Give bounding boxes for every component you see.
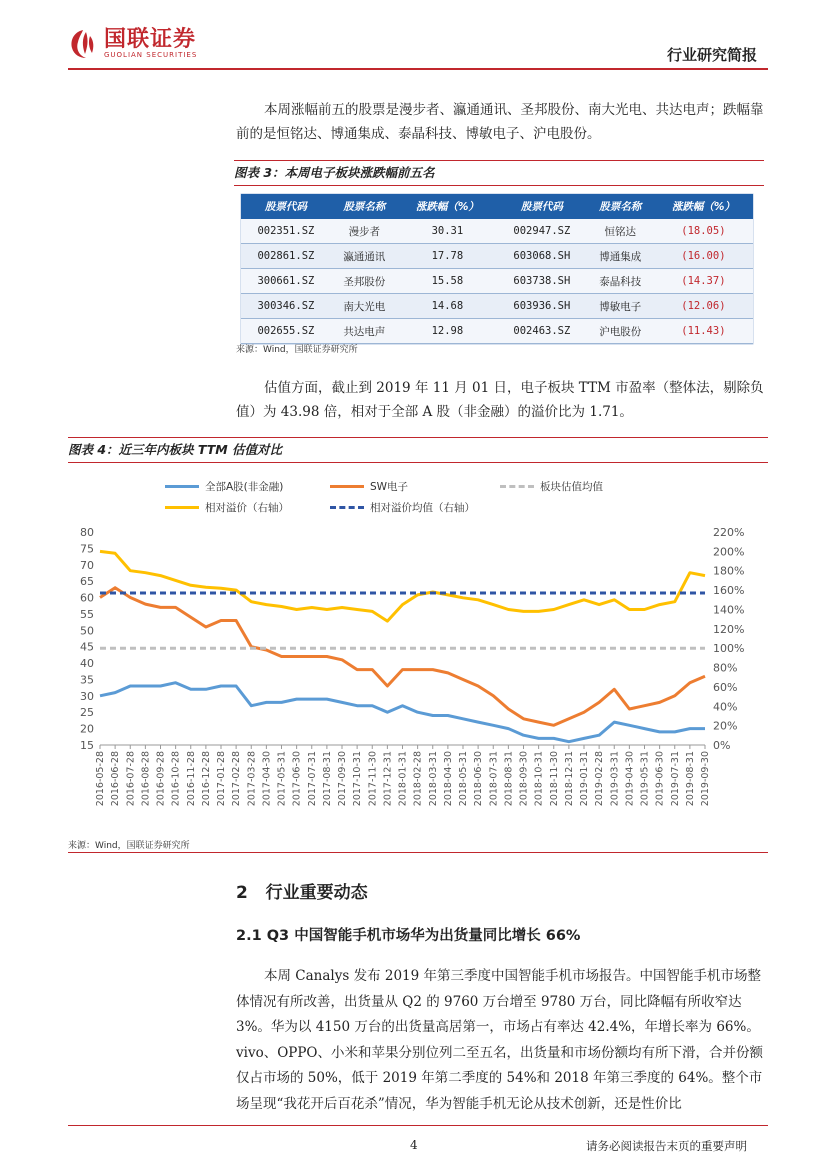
section-title: 行业重要动态 bbox=[265, 883, 368, 903]
y-tick-label: 30 bbox=[80, 689, 94, 703]
x-tick-label: 2018-11-30 bbox=[548, 751, 560, 807]
table-cell: (12.06) bbox=[654, 294, 753, 319]
table-cell: 300661.SZ bbox=[241, 269, 331, 294]
series-premium-line bbox=[100, 551, 705, 621]
table-cell: 603936.SH bbox=[497, 294, 587, 319]
x-tick-label: 2016-11-28 bbox=[185, 751, 197, 807]
table-cell: 002655.SZ bbox=[241, 319, 331, 344]
x-tick-label: 2017-12-31 bbox=[382, 751, 394, 807]
x-tick-label: 2017-04-30 bbox=[261, 751, 273, 807]
x-tick-label: 2019-03-31 bbox=[609, 751, 621, 807]
y-tick-label: 45 bbox=[80, 640, 94, 654]
table-cell: 博通集成 bbox=[587, 244, 654, 269]
x-tick-label: 2017-11-30 bbox=[367, 751, 379, 807]
x-tick-label: 2017-02-28 bbox=[231, 751, 243, 807]
legend-swatch bbox=[165, 485, 199, 488]
y2-tick-label: 40% bbox=[713, 700, 738, 714]
x-tick-label: 2017-05-31 bbox=[276, 751, 288, 807]
col-header: 股票代码 bbox=[497, 194, 587, 219]
table-cell: (14.37) bbox=[654, 269, 753, 294]
x-tick-label: 2017-09-30 bbox=[337, 751, 348, 807]
table-cell: (16.00) bbox=[654, 244, 753, 269]
x-tick-label: 2018-10-31 bbox=[533, 751, 545, 807]
legend-premium bbox=[165, 500, 289, 515]
y-tick-label: 25 bbox=[80, 706, 94, 720]
y-tick-label: 60 bbox=[80, 591, 94, 605]
table-row bbox=[241, 244, 753, 269]
table-cell: (18.05) bbox=[654, 219, 753, 244]
table-cell: 共达电声 bbox=[331, 319, 398, 344]
x-tick-label: 2017-10-31 bbox=[352, 751, 364, 807]
footer-disclaimer: 请务必阅读报告末页的重要声明 bbox=[586, 1139, 747, 1153]
x-tick-label: 2019-01-31 bbox=[579, 751, 590, 807]
x-tick-label: 2019-02-28 bbox=[594, 751, 606, 807]
table-cell: 15.58 bbox=[398, 269, 497, 294]
table-cell: 恒铭达 bbox=[587, 219, 654, 244]
x-tick-label: 2018-06-30 bbox=[473, 751, 485, 807]
col-header: 涨跌幅（%） bbox=[654, 194, 753, 219]
table-cell: 12.98 bbox=[398, 319, 497, 344]
table-cell: 002351.SZ bbox=[241, 219, 331, 244]
x-tick-label: 2018-08-31 bbox=[503, 751, 515, 807]
stock-movers-table bbox=[241, 194, 753, 344]
col-header: 涨跌幅（%） bbox=[398, 194, 497, 219]
paragraph-top-movers: 本周涨幅前五的股票是漫步者、瀛通通讯、圣邦股份、南大光电、共达电声；跌幅靠前的是恒铭达、博通集成、泰晶科技、博敏电子、沪电股份。 bbox=[236, 102, 764, 142]
table-cell: 300346.SZ bbox=[241, 294, 331, 319]
x-tick-label: 2017-08-31 bbox=[321, 751, 333, 807]
col-header: 股票名称 bbox=[587, 194, 654, 219]
x-tick-label: 2017-01-28 bbox=[216, 751, 227, 807]
y-tick-label: 80 bbox=[80, 526, 94, 539]
table-cell: 博敏电子 bbox=[587, 294, 654, 319]
y-tick-label: 50 bbox=[80, 624, 94, 638]
stock-table-wrapper bbox=[240, 193, 754, 345]
table-row bbox=[241, 219, 753, 244]
x-tick-label: 2018-01-31 bbox=[397, 751, 409, 807]
x-tick-label: 2019-04-30 bbox=[624, 751, 636, 807]
table-row bbox=[241, 319, 753, 344]
y2-tick-label: 80% bbox=[713, 661, 738, 675]
legend-swatch bbox=[500, 485, 534, 488]
x-tick-label: 2017-06-30 bbox=[291, 751, 303, 807]
x-tick-label: 2018-02-28 bbox=[412, 751, 424, 807]
logo-icon bbox=[68, 28, 98, 60]
x-tick-label: 2019-08-31 bbox=[684, 751, 696, 807]
table-cell: 圣邦股份 bbox=[331, 269, 398, 294]
table-cell: 30.31 bbox=[398, 219, 497, 244]
table-cell: 瀛通通讯 bbox=[331, 244, 398, 269]
company-logo bbox=[68, 28, 197, 60]
legend-label: SW电子 bbox=[370, 481, 409, 493]
header-divider bbox=[68, 68, 768, 70]
x-tick-label: 2018-04-30 bbox=[442, 751, 454, 807]
table-cell: 603738.SH bbox=[497, 269, 587, 294]
x-tick-label: 2016-07-28 bbox=[125, 751, 137, 807]
table-cell: 002861.SZ bbox=[241, 244, 331, 269]
logo-en-text: GUOLIAN SECURITIES bbox=[104, 51, 198, 59]
legend-mean bbox=[500, 479, 603, 494]
table-cell: 17.78 bbox=[398, 244, 497, 269]
x-tick-label: 2017-03-28 bbox=[246, 751, 258, 807]
legend-label: 相对溢价均值（右轴） bbox=[370, 502, 475, 514]
legend-swatch bbox=[165, 506, 199, 509]
section-number: 2 bbox=[236, 883, 248, 903]
y-tick-label: 75 bbox=[80, 542, 94, 556]
x-tick-label: 2019-09-30 bbox=[700, 751, 711, 807]
y2-tick-label: 200% bbox=[713, 545, 745, 559]
y2-tick-label: 140% bbox=[713, 603, 745, 617]
y2-tick-label: 120% bbox=[713, 622, 745, 636]
x-tick-label: 2016-05-28 bbox=[95, 751, 106, 807]
section-2-1-heading: 2.1 Q3 中国智能手机市场华为出货量同比增长 66% bbox=[236, 928, 581, 944]
table-header-row bbox=[241, 194, 753, 219]
y2-tick-label: 160% bbox=[713, 584, 745, 598]
legend-label: 板块估值均值 bbox=[540, 481, 603, 493]
x-tick-label: 2019-06-30 bbox=[654, 751, 666, 807]
paragraph-valuation: 估值方面，截止到 2019 年 11 月 01 日，电子板块 TTM 市盈率（整体法，剔除负值）为 43.98 倍，相对于全部 A 股（非金融）的溢价比为 1.71。 bbox=[236, 380, 764, 420]
legend-swatch bbox=[330, 485, 364, 488]
y2-tick-label: 0% bbox=[713, 739, 731, 752]
section-2-heading bbox=[236, 878, 368, 903]
y2-tick-label: 180% bbox=[713, 564, 745, 578]
x-tick-label: 2018-03-31 bbox=[427, 751, 439, 807]
valuation-chart bbox=[60, 520, 780, 830]
y2-tick-label: 100% bbox=[713, 642, 745, 656]
x-tick-label: 2019-07-31 bbox=[669, 751, 681, 807]
table-cell: 603068.SH bbox=[497, 244, 587, 269]
y-tick-label: 15 bbox=[80, 739, 94, 752]
table-cell: 南大光电 bbox=[331, 294, 398, 319]
table-cell: 002947.SZ bbox=[497, 219, 587, 244]
y-tick-label: 70 bbox=[80, 558, 94, 572]
footer-divider bbox=[68, 1125, 768, 1126]
y2-tick-label: 20% bbox=[713, 719, 738, 733]
y-tick-label: 35 bbox=[80, 673, 94, 687]
x-tick-label: 2018-09-30 bbox=[518, 751, 530, 807]
table-cell: 漫步者 bbox=[331, 219, 398, 244]
legend-sw bbox=[330, 479, 408, 494]
y2-tick-label: 220% bbox=[713, 526, 745, 539]
figure-3-title: 图表 3：本周电子板块涨跌幅前五名 bbox=[234, 160, 764, 186]
x-tick-label: 2016-06-28 bbox=[110, 751, 122, 807]
y-tick-label: 40 bbox=[80, 657, 94, 671]
table-cell: 沪电股份 bbox=[587, 319, 654, 344]
figure-divider bbox=[68, 852, 768, 853]
y-tick-label: 20 bbox=[80, 722, 94, 736]
x-tick-label: 2016-09-28 bbox=[155, 751, 167, 807]
y-tick-label: 55 bbox=[80, 607, 94, 621]
table-row bbox=[241, 294, 753, 319]
x-tick-label: 2016-10-28 bbox=[170, 751, 182, 807]
table-cell: (11.43) bbox=[654, 319, 753, 344]
col-header: 股票代码 bbox=[241, 194, 331, 219]
table-cell: 泰晶科技 bbox=[587, 269, 654, 294]
col-header: 股票名称 bbox=[331, 194, 398, 219]
page-number: 4 bbox=[410, 1138, 418, 1152]
paragraph-canalys: 本周 Canalys 发布 2019 年第三季度中国智能手机市场报告。中国智能手机市场整体情况有所改善，出货量从 Q2 的 9760 万台增至 9780 万台，同比降幅有所收窄达 3%。华为以 4150 万台的出货量高居第一，市场占有率达 42.4%，年增长率为 66%。vivo、OPPO、小米和苹果分别位列二至五名，出货量和市场份额均有所下滑，合并份额仅占市场的 50%，低于 2019 年第二季度的 54%和 2018 年第三季度的 64%。整个市场呈现“我花开后百花杀”情况，华为智能手机无论从技术创新，还是性价比 bbox=[236, 968, 763, 1112]
report-type: 行业研究简报 bbox=[666, 46, 757, 64]
figure-4-title: 图表 4：近三年内板块 TTM 估值对比 bbox=[68, 437, 768, 463]
table-cell: 14.68 bbox=[398, 294, 497, 319]
y-tick-label: 65 bbox=[80, 575, 94, 589]
legend-label: 相对溢价（右轴） bbox=[205, 502, 289, 514]
x-tick-label: 2019-05-31 bbox=[639, 751, 651, 807]
x-tick-label: 2018-07-31 bbox=[488, 751, 500, 807]
table-source: 来源：Wind，国联证券研究所 bbox=[236, 345, 358, 355]
x-tick-label: 2017-07-31 bbox=[306, 751, 318, 807]
table-row bbox=[241, 269, 753, 294]
legend-all-a bbox=[165, 479, 283, 494]
x-tick-label: 2016-12-28 bbox=[200, 751, 212, 807]
x-tick-label: 2018-12-31 bbox=[563, 751, 575, 807]
x-tick-label: 2016-08-28 bbox=[140, 751, 152, 807]
chart-source: 来源：Wind，国联证券研究所 bbox=[68, 841, 190, 851]
y2-tick-label: 60% bbox=[713, 680, 738, 694]
table-cell: 002463.SZ bbox=[497, 319, 587, 344]
legend-premium-mean bbox=[330, 500, 475, 515]
x-tick-label: 2018-05-31 bbox=[458, 751, 469, 807]
logo-cn-text: 国联证券 bbox=[104, 27, 197, 52]
legend-label: 全部A股(非金融) bbox=[205, 481, 284, 493]
legend-swatch bbox=[330, 506, 364, 509]
